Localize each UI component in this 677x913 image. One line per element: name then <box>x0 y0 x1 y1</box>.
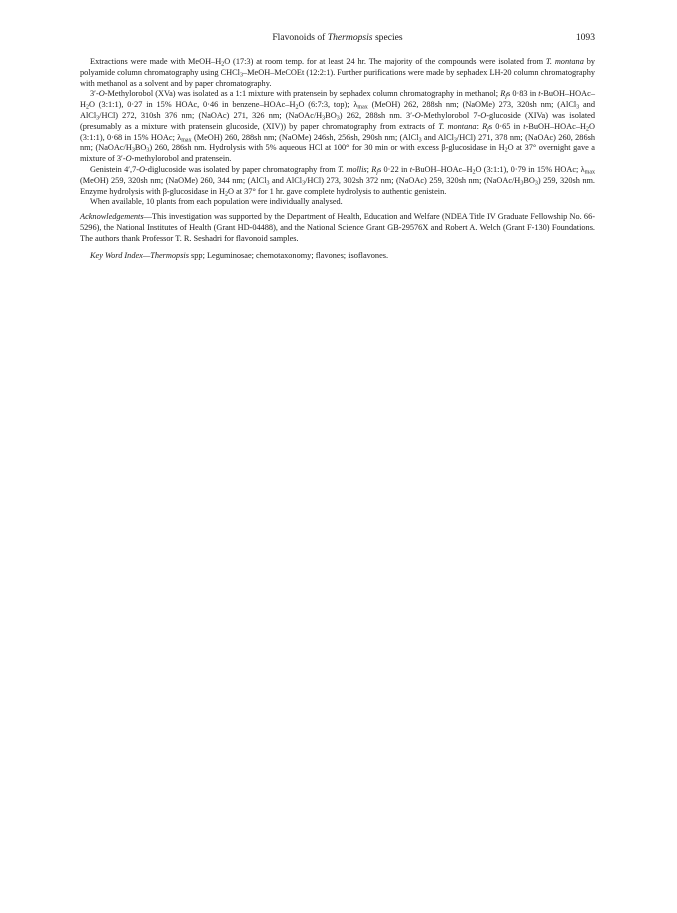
key-word-index: Key Word Index—Thermopsis spp; Leguminosae; chemotaxonomy; flavones; isoflavones. <box>90 250 389 260</box>
paragraph-genistein-diglucoside: Genistein 4′,7-O-diglucoside was isolated by paper chromatography from T. mollis; $R_fs$ 0·22 in $t-BuOH-HOAc-H_2O$ (3:1:1), 0·79 in 15% HOAc; $\lambda_{max}$ (MeOH) 259, 320sh nm; (NaOMe) 260, 344 nm; (AlCl$_3$ and AlCl$_3$/HCl) 273, 302sh 372 nm; (NaOAc) 259, 320sh nm; $(NaOAc/H_3BO_3)$ 259, 320sh nm. Enzyme hydrolysis with β-glucosidase in $H_2O$ at 37° for 1 hr. gave complete hydrolysis to authentic genistein. <box>80 164 596 198</box>
acknowledgements-label: Acknowledgements <box>80 212 144 222</box>
running-header <box>80 31 595 45</box>
page-number: 1093 <box>575 32 595 43</box>
key-word-index-label: Key Word Index <box>90 250 143 260</box>
acknowledgements: Acknowledgements—This investigation was supported by the Department of Health, Education and Welfare (NDEA Title IV Graduate Fellowship No. 66-5296), the National Institutes of Health (Grant HD-04488), and the National Science Grant GB-29576X and Robert A. Welch (Grant F-130) Foundations. The authors thank Professor T. R. Seshadri for flavonoid samples. <box>80 212 595 243</box>
paragraph-methylorobol: 3′-O-Methylorobol (XVa) was isolated as a 1:1 mixture with pratensein by sephadex column chromatography in methanol; $R_fs$ 0·83 in $t-BuOH-HOAc-H_2O$ (3:1:1), 0·27 in 15% HOAc, 0·46 in benzene–$HOAc-H_2O$ (6:7:3, top); $\lambda_{max}$ (MeOH) 262, 288sh nm; (NaOMe) 273, 320sh nm; (AlCl$_3$ and AlCl$_3$/HCl) 272, 310sh 376 nm; (NaOAc) 271, 326 nm; $(NaOAc/H_3BO_3)$ 262, 288sh nm. 3′-O-Methylorobol 7-O-glucoside (XIVa) was isolated (presumably as a mixture with pratensein glucoside, (XIV)) by paper chromatography from extracts of T. montana: $R_fs$ 0·65 in $t-BuOH-HOAc-H_2O$ (3:1:1), 0·68 in 15% HOAc; $\lambda_{max}$ (MeOH) 260, 288sh nm; (NaOMe) 246sh, 256sh, 290sh nm; (AlCl$_3$ and AlCl$_3$/HCl) 271, 378 nm; (NaOAc) 260, 286sh nm; $(NaOAc/H_3BO_3)$ 260, 286sh nm. Hydrolysis with 5% aqueous HCl at 100° for 30 min or with excess β-glucosidase in $H_2O$ at 37° overnight gave a mixture of 3′-O-methylorobol and pratensein. <box>80 89 595 164</box>
body-text <box>80 57 595 261</box>
paragraph-extractions: Extractions were made with MeOH–$H_2O$ (17:3) at room temp. for at least 24 hr. The majority of the compounds were isolated from T. montana by polyamide column chromatography using CHCl$_3$–MeOH–MeCOEt (12:2:1). Further purifications were made by sephadex LH-20 column chromatography with methanol as a solvent and by paper chromatography. <box>80 57 596 88</box>
paragraph-populations: When available, 10 plants from each population were individually analysed. <box>90 197 343 207</box>
running-title: Flavonoids of Thermopsis species <box>272 32 403 43</box>
